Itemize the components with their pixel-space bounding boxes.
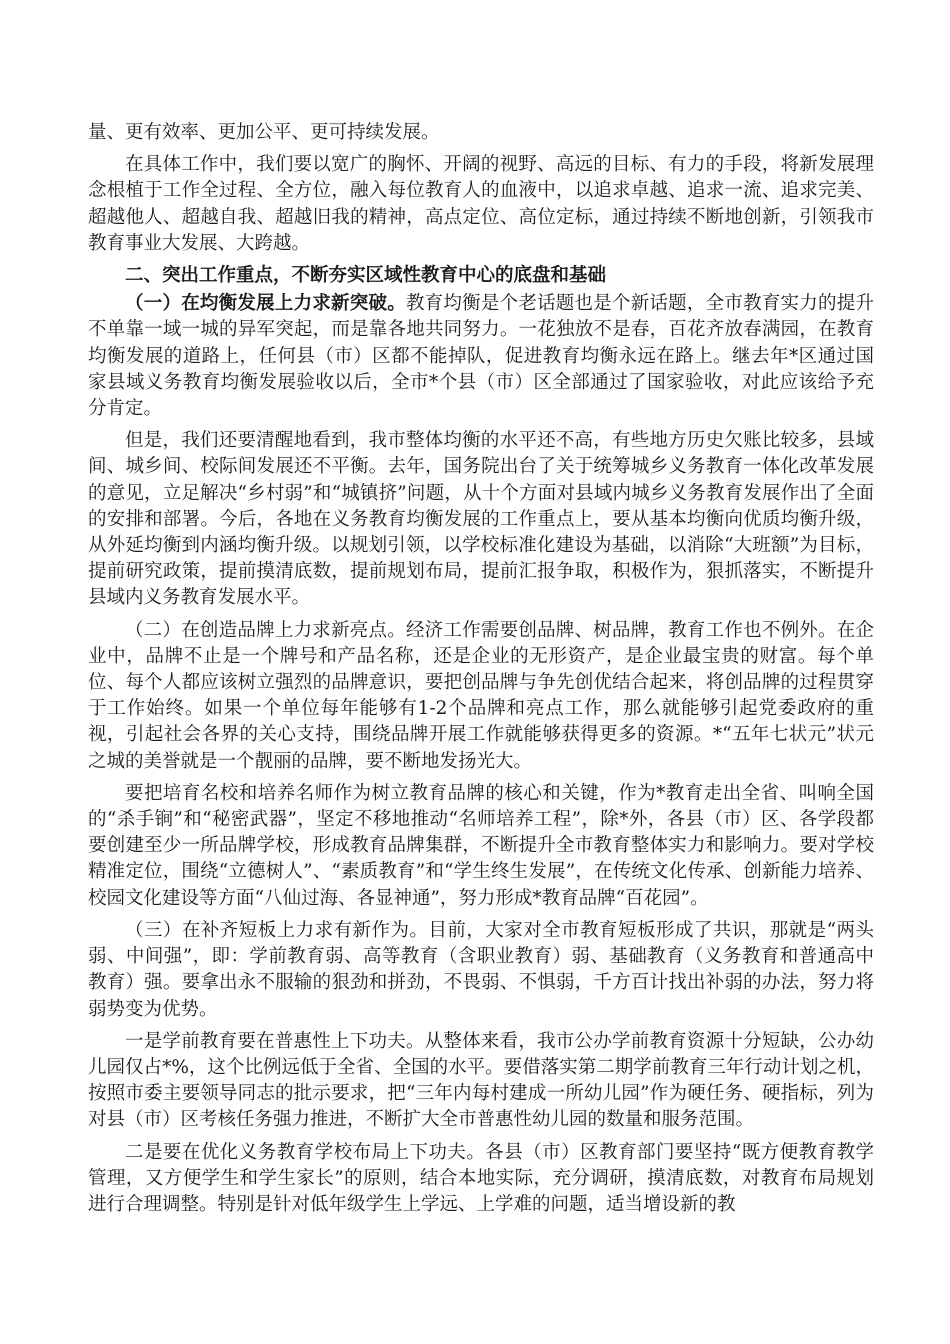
paragraph: （二）在创造品牌上力求新亮点。经济工作需要创品牌、树品牌，教育工作也不例外。在企业中，品牌不止是一个牌号和产品名称，还是企业的无形资产，是企业最宝贵的财富。每个单位、每个人都应该树立强烈的品牌意识，要把创品牌与争先创优结合起来，将创品牌的过程贯穿于工作始终。如果一个单位每年能够有1-2个品牌和亮点工作，那么就能够引起党委政府的重视，引起社会各界的关心支持，围绕品牌开展工作就能够获得更多的资源。*“五年七状元”状元之城的美誉就是一个靓丽的品牌，要不断地发扬光大。	[88, 619, 874, 772]
paragraph: （一）在均衡发展上力求新突破。教育均衡是个老话题也是个新话题，全市教育实力的提升不单靠一域一城的异军突起，而是靠各地共同努力。一花独放不是春，百花齐放春满园，在教育均衡发展的道路上，任何县（市）区都不能掉队，促进教育均衡永远在路上。继去年*区通过国家县域义务教育均衡发展验收以后，全市*个县（市）区全部通过了国家验收，对此应该给予充分肯定。	[88, 293, 874, 420]
paragraph: 二是要在优化义务教育学校布局上下功夫。各县（市）区教育部门要坚持“既方便教育教学管理，又方便学生和学生家长”的原则，结合本地实际，充分调研，摸清底数，对教育布局规划进行合理调整。特别是针对低年级学生上学远、上学难的问题，适当增设新的教	[88, 1141, 874, 1215]
paragraph: （三）在补齐短板上力求有新作为。目前，大家对全市教育短板形成了共识，那就是“两头弱、中间强”，即：学前教育弱、高等教育（含职业教育）弱、基础教育（义务教育和普通高中教育）强。要拿出永不服输的狠劲和拼劲，不畏弱、不惧弱，千方百计找出补弱的办法，努力将弱势变为优势。	[88, 919, 874, 1020]
subsection-lead: （一）在均衡发展上力求新突破。	[125, 293, 406, 315]
document-page	[88, 120, 874, 1224]
paragraph: 量、更有效率、更加公平、更可持续发展。	[88, 122, 440, 143]
paragraph: 但是，我们还要清醒地看到，我市整体均衡的水平还不高，有些地方历史欠账比较多，县域间、城乡间、校际间发展还不平衡。去年，国务院出台了关于统筹城乡义务教育一体化改革发展的意见，立足解决“乡村弱”和“城镇挤”问题，从十个方面对县域内城乡义务教育发展作出了全面的安排和部署。今后，各地在义务教育均衡发展的工作重点上，要从基本均衡向优质均衡升级，从外延均衡到内涵均衡升级。以规划引领，以学校标准化建设为基础，以消除“大班额”为目标，提前研究政策，提前摸清底数，提前规划布局，提前汇报争取，积极作为，狠抓落实，不断提升县域内义务教育发展水平。	[88, 430, 874, 609]
paragraph: 一是学前教育要在普惠性上下功夫。从整体来看，我市公办学前教育资源十分短缺，公办幼儿园仅占*%，这个比例远低于全省、全国的水平。要借落实第二期学前教育三年行动计划之机，按照市委主要领导同志的批示要求，把“三年内每村建成一所幼儿园”作为硬任务、硬指标，列为对县（市）区考核任务强力推进，不断扩大全市普惠性幼儿园的数量和服务范围。	[88, 1030, 874, 1131]
paragraph: 要把培育名校和培养名师作为树立教育品牌的核心和关键，作为*教育走出全省、叫响全国的“杀手锏”和“秘密武器”，坚定不移地推动“名师培养工程”，除*外，各县（市）区、各学段都要创建至少一所品牌学校，形成教育品牌集群，不断提升全市教育整体实力和影响力。要对学校精准定位，围绕“立德树人”、“素质教育”和“学生终生发展”，在传统文化传承、创新能力培养、校园文化建设等方面“八仙过海、各显神通”，努力形成*教育品牌“百花园”。	[88, 782, 874, 909]
section-heading: 二、突出工作重点，不断夯实区域性教育中心的底盘和基础	[125, 265, 607, 287]
paragraph: 在具体工作中，我们要以宽广的胸怀、开阔的视野、高远的目标、有力的手段，将新发展理念根植于工作全过程、全方位，融入每位教育人的血液中，以追求卓越、追求一流、追求完美、超越他人、超越自我、超越旧我的精神，高点定位、高位定标，通过持续不断地创新，引领我市教育事业大发展、大跨越。	[88, 154, 874, 254]
